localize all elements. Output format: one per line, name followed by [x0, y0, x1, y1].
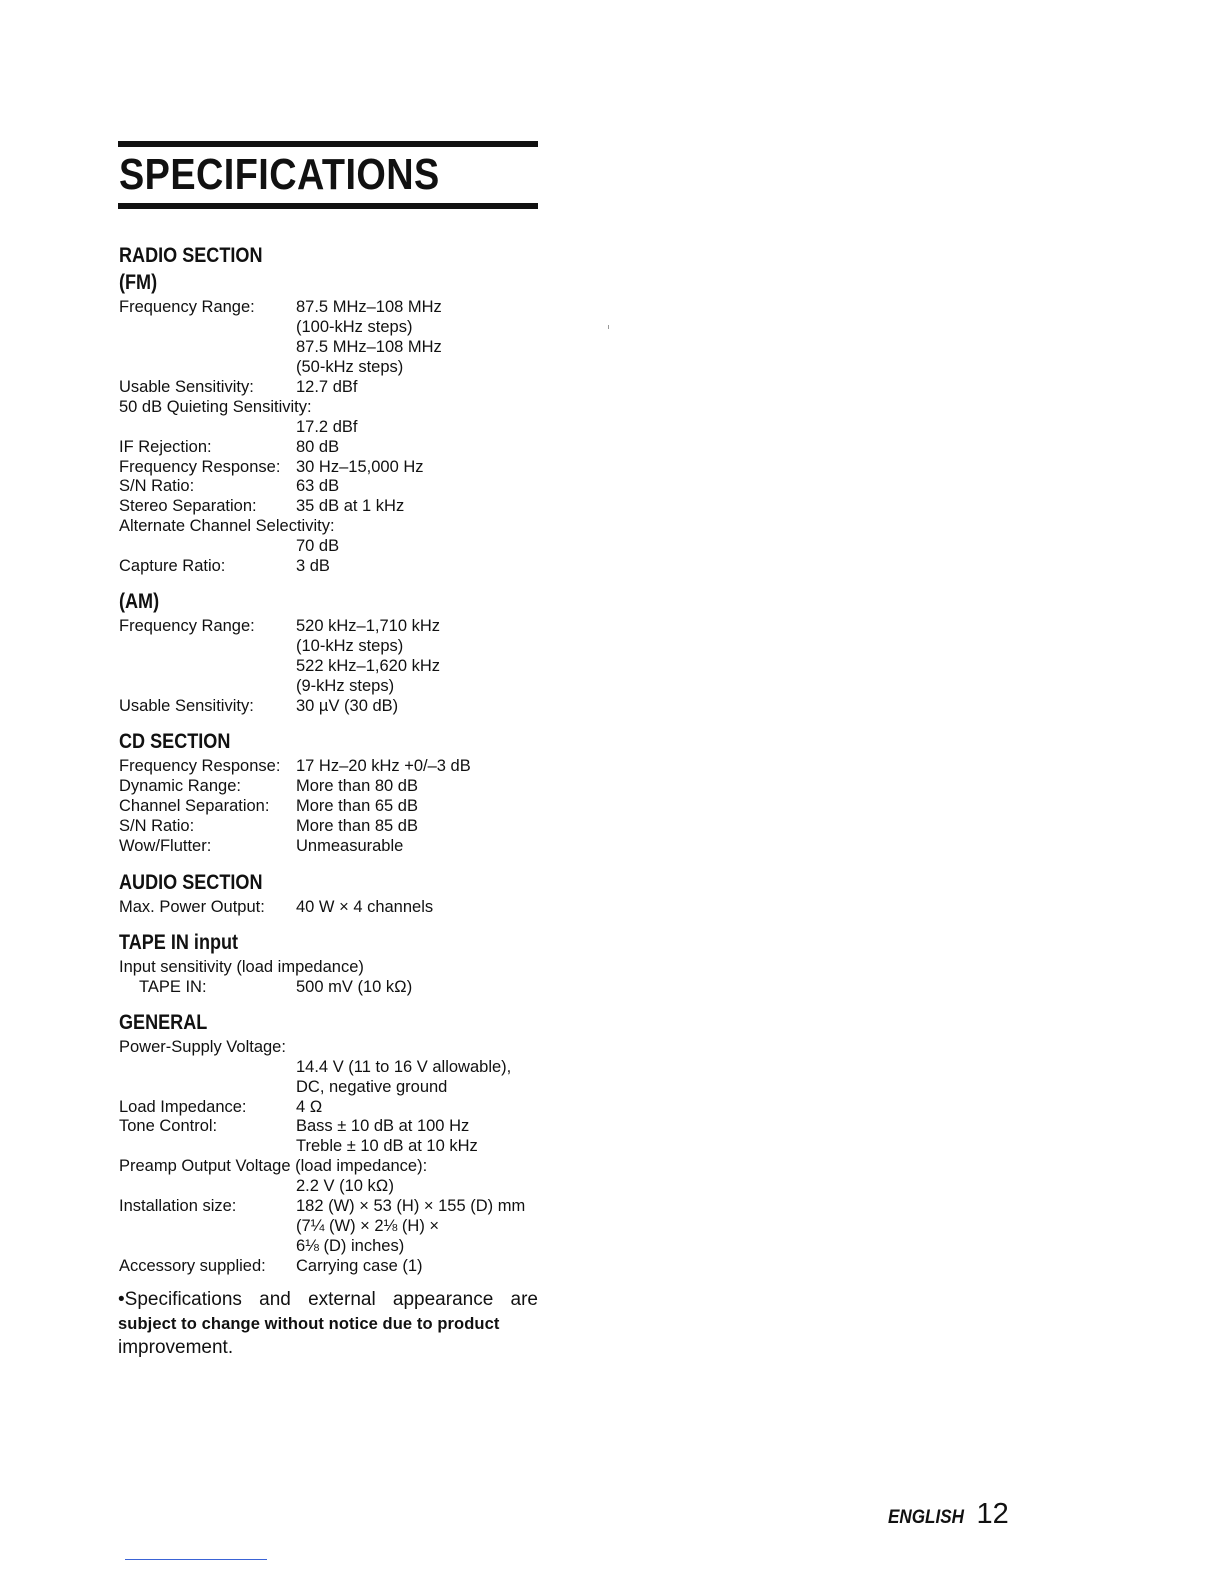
preamp-output-label: Preamp Output Voltage (load impedance): [119, 1157, 428, 1175]
installation-size-value: (7¼ (W) × 2⅛ (H) × [296, 1217, 440, 1235]
fm-if-rejection-label: IF Rejection: [119, 438, 212, 456]
note-line: subject to change without notice due to product [118, 1315, 500, 1333]
tape-in-heading: TAPE IN input [119, 931, 239, 954]
fm-frequency-range-value: 87.5 MHz–108 MHz [296, 338, 442, 356]
tape-in-value: 500 mV (10 kΩ) [296, 978, 413, 996]
cd-dynamic-range-label: Dynamic Range: [119, 777, 241, 795]
am-frequency-range-value: 522 kHz–1,620 kHz [296, 657, 440, 675]
preamp-output-value: 2.2 V (10 kΩ) [296, 1177, 394, 1195]
accessory-supplied-value: Carrying case (1) [296, 1257, 423, 1275]
fm-frequency-response-label: Frequency Response: [119, 458, 281, 476]
fm-sn-ratio-label: S/N Ratio: [119, 477, 195, 495]
am-subheading: (AM) [119, 590, 160, 613]
tape-input-sensitivity-label: Input sensitivity (load impedance) [119, 958, 364, 976]
page-number: 12 [976, 1498, 1009, 1530]
fm-frequency-response-value: 30 Hz–15,000 Hz [296, 458, 424, 476]
fm-usable-sensitivity-value: 12.7 dBf [296, 378, 358, 396]
power-supply-voltage-value: 14.4 V (11 to 16 V allowable), [296, 1058, 512, 1076]
language-label: ENGLISH [888, 1507, 965, 1528]
installation-size-value: 6⅛ (D) inches) [296, 1237, 405, 1255]
accessory-supplied-label: Accessory supplied: [119, 1257, 266, 1275]
cd-channel-separation-value: More than 65 dB [296, 797, 418, 815]
fm-frequency-range-value: 87.5 MHz–108 MHz [296, 298, 442, 316]
am-frequency-range-value: 520 kHz–1,710 kHz [296, 617, 440, 635]
audio-max-power-value: 40 W × 4 channels [296, 898, 434, 916]
tone-control-label: Tone Control: [119, 1117, 218, 1135]
fm-stereo-separation-label: Stereo Separation: [119, 497, 257, 515]
cd-wow-flutter-label: Wow/Flutter: [119, 837, 212, 855]
scan-speck [608, 325, 609, 329]
power-supply-voltage-value: DC, negative ground [296, 1078, 448, 1096]
fm-alternate-channel-value: 70 dB [296, 537, 340, 555]
fm-frequency-range-value: (50-kHz steps) [296, 358, 404, 376]
cd-sn-ratio-label: S/N Ratio: [119, 817, 195, 835]
installation-size-label: Installation size: [119, 1197, 237, 1215]
cd-sn-ratio-value: More than 85 dB [296, 817, 418, 835]
fm-if-rejection-value: 80 dB [296, 438, 340, 456]
fm-alternate-channel-label: Alternate Channel Selectivity: [119, 517, 335, 535]
cd-dynamic-range-value: More than 80 dB [296, 777, 418, 795]
tone-control-value: Bass ± 10 dB at 100 Hz [296, 1117, 470, 1135]
fm-quieting-sensitivity-value: 17.2 dBf [296, 418, 358, 436]
am-usable-sensitivity-value: 30 µV (30 dB) [296, 697, 399, 715]
page-footer [888, 1498, 1009, 1531]
load-impedance-value: 4 Ω [296, 1098, 323, 1116]
fm-capture-ratio-value: 3 dB [296, 557, 330, 575]
note-line: improvement. [118, 1337, 234, 1358]
fm-quieting-sensitivity-label: 50 dB Quieting Sensitivity: [119, 398, 312, 416]
cd-channel-separation-label: Channel Separation: [119, 797, 270, 815]
audio-section-heading: AUDIO SECTION [119, 871, 263, 894]
fm-frequency-range-label: Frequency Range: [119, 298, 255, 316]
cd-section-heading: CD SECTION [119, 730, 231, 753]
installation-size-value: 182 (W) × 53 (H) × 155 (D) mm [296, 1197, 526, 1215]
scan-edge-line [125, 1559, 267, 1560]
cd-frequency-response-label: Frequency Response: [119, 757, 281, 775]
fm-capture-ratio-label: Capture Ratio: [119, 557, 226, 575]
cd-frequency-response-value: 17 Hz–20 kHz +0/–3 dB [296, 757, 471, 775]
cd-wow-flutter-value: Unmeasurable [296, 837, 404, 855]
fm-stereo-separation-value: 35 dB at 1 kHz [296, 497, 405, 515]
tape-in-label: TAPE IN: [139, 978, 207, 996]
page-title: SPECIFICATIONS [119, 150, 440, 199]
title-bottom-rule [118, 203, 538, 209]
am-usable-sensitivity-label: Usable Sensitivity: [119, 697, 254, 715]
am-frequency-range-value: (9-kHz steps) [296, 677, 395, 695]
fm-usable-sensitivity-label: Usable Sensitivity: [119, 378, 254, 396]
fm-frequency-range-value: (100-kHz steps) [296, 318, 413, 336]
audio-max-power-label: Max. Power Output: [119, 898, 265, 916]
general-section-heading: GENERAL [119, 1011, 208, 1034]
fm-subheading: (FM) [119, 271, 158, 294]
radio-section-heading: RADIO SECTION [119, 244, 263, 267]
fm-sn-ratio-value: 63 dB [296, 477, 340, 495]
specifications-note [118, 1288, 538, 1360]
load-impedance-label: Load Impedance: [119, 1098, 247, 1116]
power-supply-voltage-label: Power-Supply Voltage: [119, 1038, 286, 1056]
am-frequency-range-label: Frequency Range: [119, 617, 255, 635]
am-frequency-range-value: (10-kHz steps) [296, 637, 404, 655]
tone-control-value: Treble ± 10 dB at 10 kHz [296, 1137, 478, 1155]
note-line: •Specifications and external appearance are [118, 1289, 538, 1310]
